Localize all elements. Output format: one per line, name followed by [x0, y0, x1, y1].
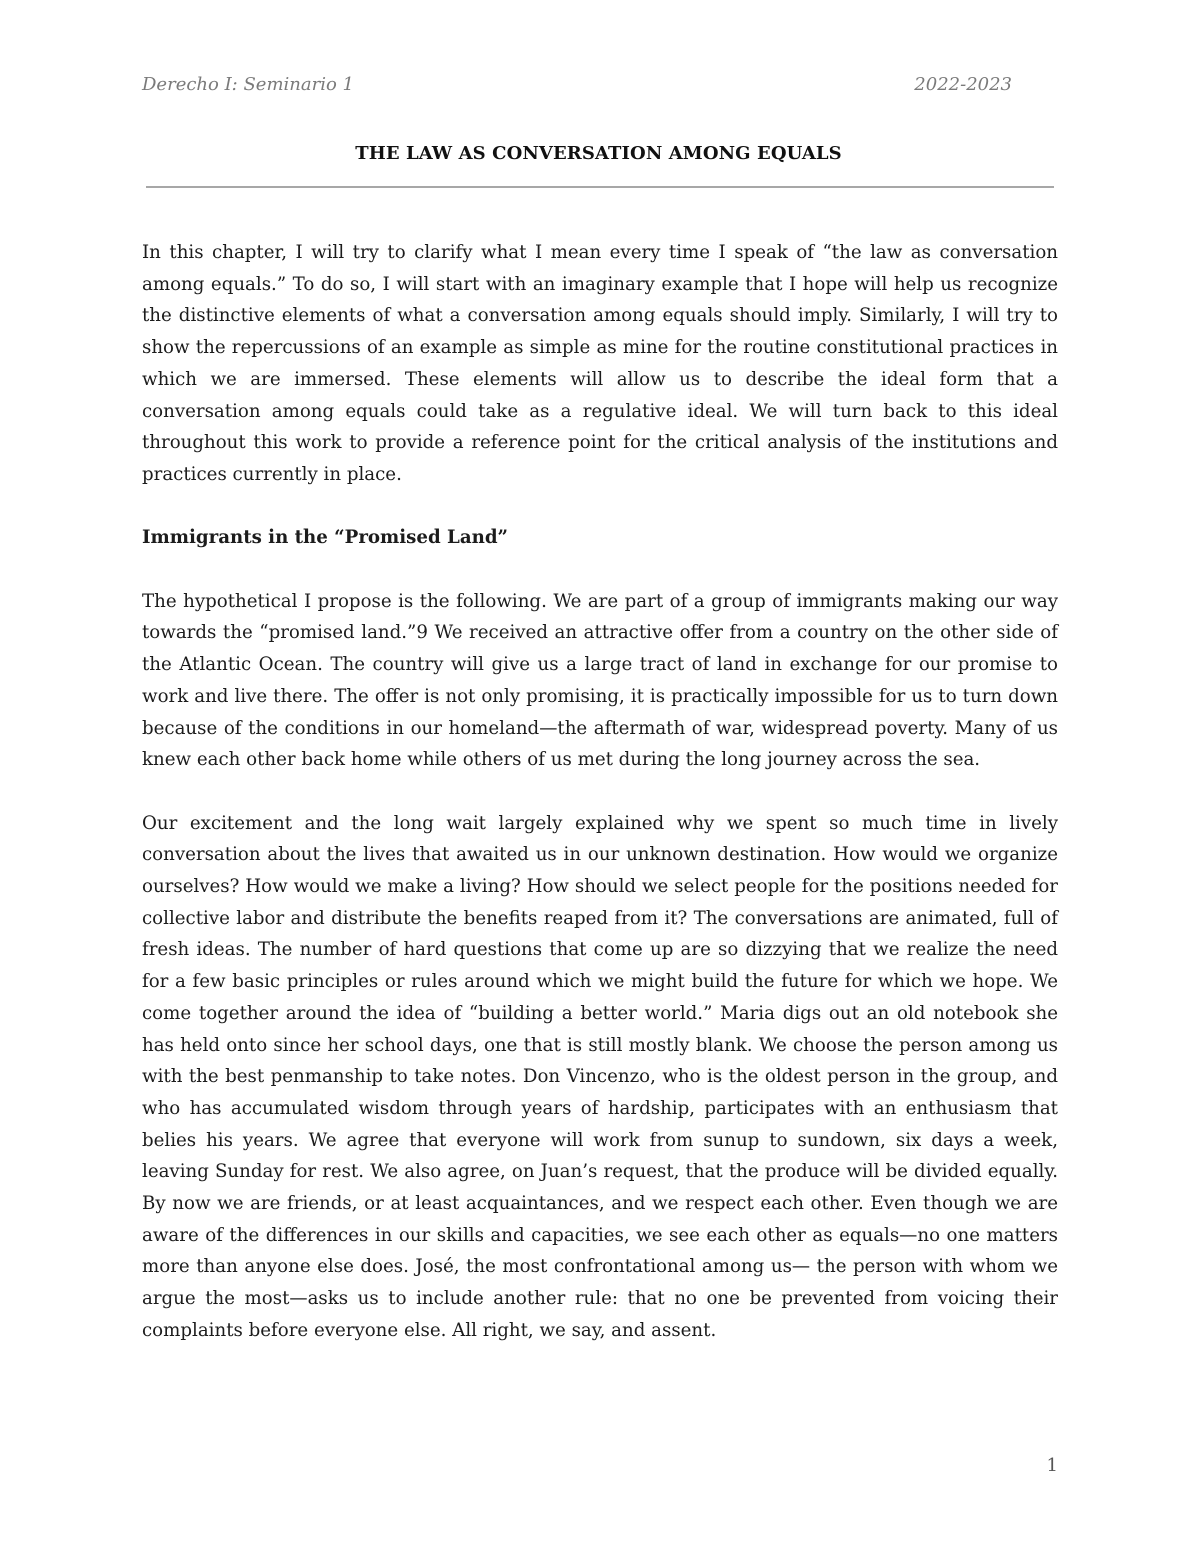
section-heading: Immigrants in the “Promised Land” [142, 527, 509, 549]
paragraph-hypothetical: The hypothetical I propose is the following. We are part of a group of immigrants making our way towards the “promised land.”9 We received an attractive offer from a country on the other side of the Atlantic Ocean. The country will give us a large tract of land in exchange for our promise to work and live there. The offer is not only promising, it is practically impossible for us to turn down because of the conditions in our homeland—the aftermath of war, widespread poverty. Many of us knew each other back home while others of us met during the long journey across the sea. [142, 590, 1058, 771]
document-body [142, 237, 1058, 1347]
paragraph-conversation: Our excitement and the long wait largely explained why we spent so much time in lively conversation about the lives that awaited us in our unknown destination. How would we organize ourselves? How would we make a living? How should we select people for the positions needed for collective labor and distribute the benefits reaped from it? The conversations are animated, full of fresh ideas. The number of hard questions that come up are so dizzying that we realize the need for a few basic principles or rules around which we might build the future for which we hope. We come together around the idea of “building a better world.” Maria digs out an old notebook she has held onto since her school days, one that is still mostly blank. We choose the person among us with the best penmanship to take notes. Don Vincenzo, who is the oldest person in the group, and who has accumulated wisdom through years of hardship, participates with an enthusiasm that belies his years. We agree that everyone will work from sunup to sundown, six days a week, leaving Sunday for rest. We also agree, on Juan’s request, that the produce will be divided equally. By now we are friends, or at least acquaintances, and we respect each other. Even though we are aware of the differences in our skills and capacities, we see each other as equals—no one matters more than anyone else does. José, the most confrontational among us— the person with whom we argue the most—asks us to include another rule: that no one be prevented from voicing their complaints before everyone else. All right, we say, and assent. [142, 812, 1058, 1341]
chapter-title: THE LAW AS CONVERSATION AMONG EQUALS [355, 143, 842, 164]
running-header [142, 74, 1012, 95]
header-year: 2022-2023 [914, 74, 1012, 95]
page-number: 1 [1046, 1455, 1058, 1476]
paragraph-intro: In this chapter, I will try to clarify what I mean every time I speak of “the law as conversation among equals.” To do so, I will start with an imaginary example that I hope will help us recognize the distinctive elements of what a conversation among equals should imply. Similarly, I will try to show the repercussions of an example as simple as mine for the routine constitutional practices in which we are immersed. These elements will allow us to describe the ideal form that a conversation among equals could take as a regulative ideal. We will turn back to this ideal throughout this work to provide a reference point for the critical analysis of the institutions and practices currently in place. [142, 242, 1058, 485]
header-course: Derecho I: Seminario 1 [142, 74, 354, 95]
title-divider [146, 186, 1054, 188]
